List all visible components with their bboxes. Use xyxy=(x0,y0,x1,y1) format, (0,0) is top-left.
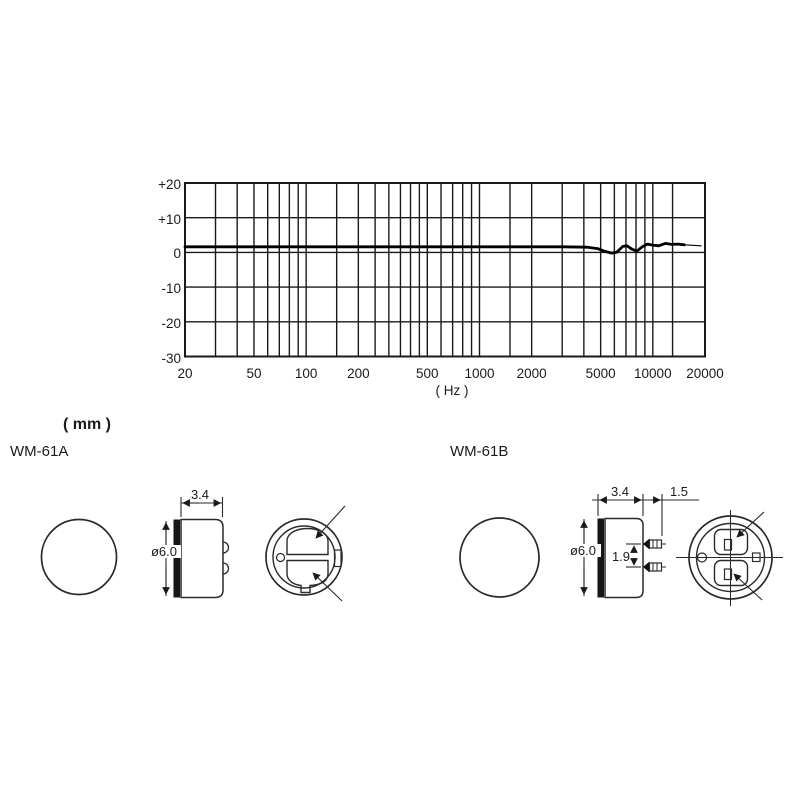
x-tick-label: 2000 xyxy=(516,366,547,381)
wm61a-upper-pad xyxy=(287,529,328,555)
x-tick-label: 100 xyxy=(294,366,318,381)
y-tick-label: -10 xyxy=(161,281,181,297)
wm61b-width-dim-label: 3.4 xyxy=(610,484,630,499)
x-tick-label: 500 xyxy=(416,366,439,381)
x-tick-label: 50 xyxy=(246,366,262,381)
units-note: ( mm ) xyxy=(63,416,111,433)
wm61b-side-view xyxy=(566,484,699,598)
model-b-title: WM-61B xyxy=(450,443,509,460)
wm61b-front-view xyxy=(460,518,539,597)
y-tick-label: +20 xyxy=(158,177,181,192)
x-axis-unit-label: ( Hz ) xyxy=(435,383,469,398)
wm61b-pin-length-dim-label: 1.5 xyxy=(669,484,689,499)
wm61b-front-face-band xyxy=(598,519,605,598)
x-tick-label: 1000 xyxy=(464,366,495,381)
wm61a-vent-hole xyxy=(277,554,285,562)
wm61a-width-dim-label: 3.4 xyxy=(190,487,210,502)
x-tick-label: 20000 xyxy=(686,366,724,381)
y-tick-label: 0 xyxy=(173,246,181,262)
wm61a-front-view xyxy=(42,520,117,595)
x-tick-label: 5000 xyxy=(585,366,616,381)
x-tick-label: 10000 xyxy=(634,366,672,381)
y-tick-label: -30 xyxy=(161,350,181,366)
y-tick-label: +10 xyxy=(158,211,181,227)
wm61a-diameter-dim-label: ø6.0 xyxy=(150,544,178,559)
wm61b-width-dimension xyxy=(592,494,699,536)
model-a-title: WM-61A xyxy=(10,443,69,460)
x-tick-label: 200 xyxy=(347,366,370,381)
wm61b-diameter-dim-label: ø6.0 xyxy=(569,543,597,558)
wm61b-back-view xyxy=(676,510,783,606)
wm61a-side-view xyxy=(147,487,229,598)
wm61b-pin-pitch-dim-label: 1.9 xyxy=(611,549,631,564)
x-tick-label: 20 xyxy=(177,366,193,381)
wm61b-pins xyxy=(643,539,666,573)
wm61a-back-view xyxy=(266,506,345,601)
y-tick-label: -20 xyxy=(161,315,181,331)
